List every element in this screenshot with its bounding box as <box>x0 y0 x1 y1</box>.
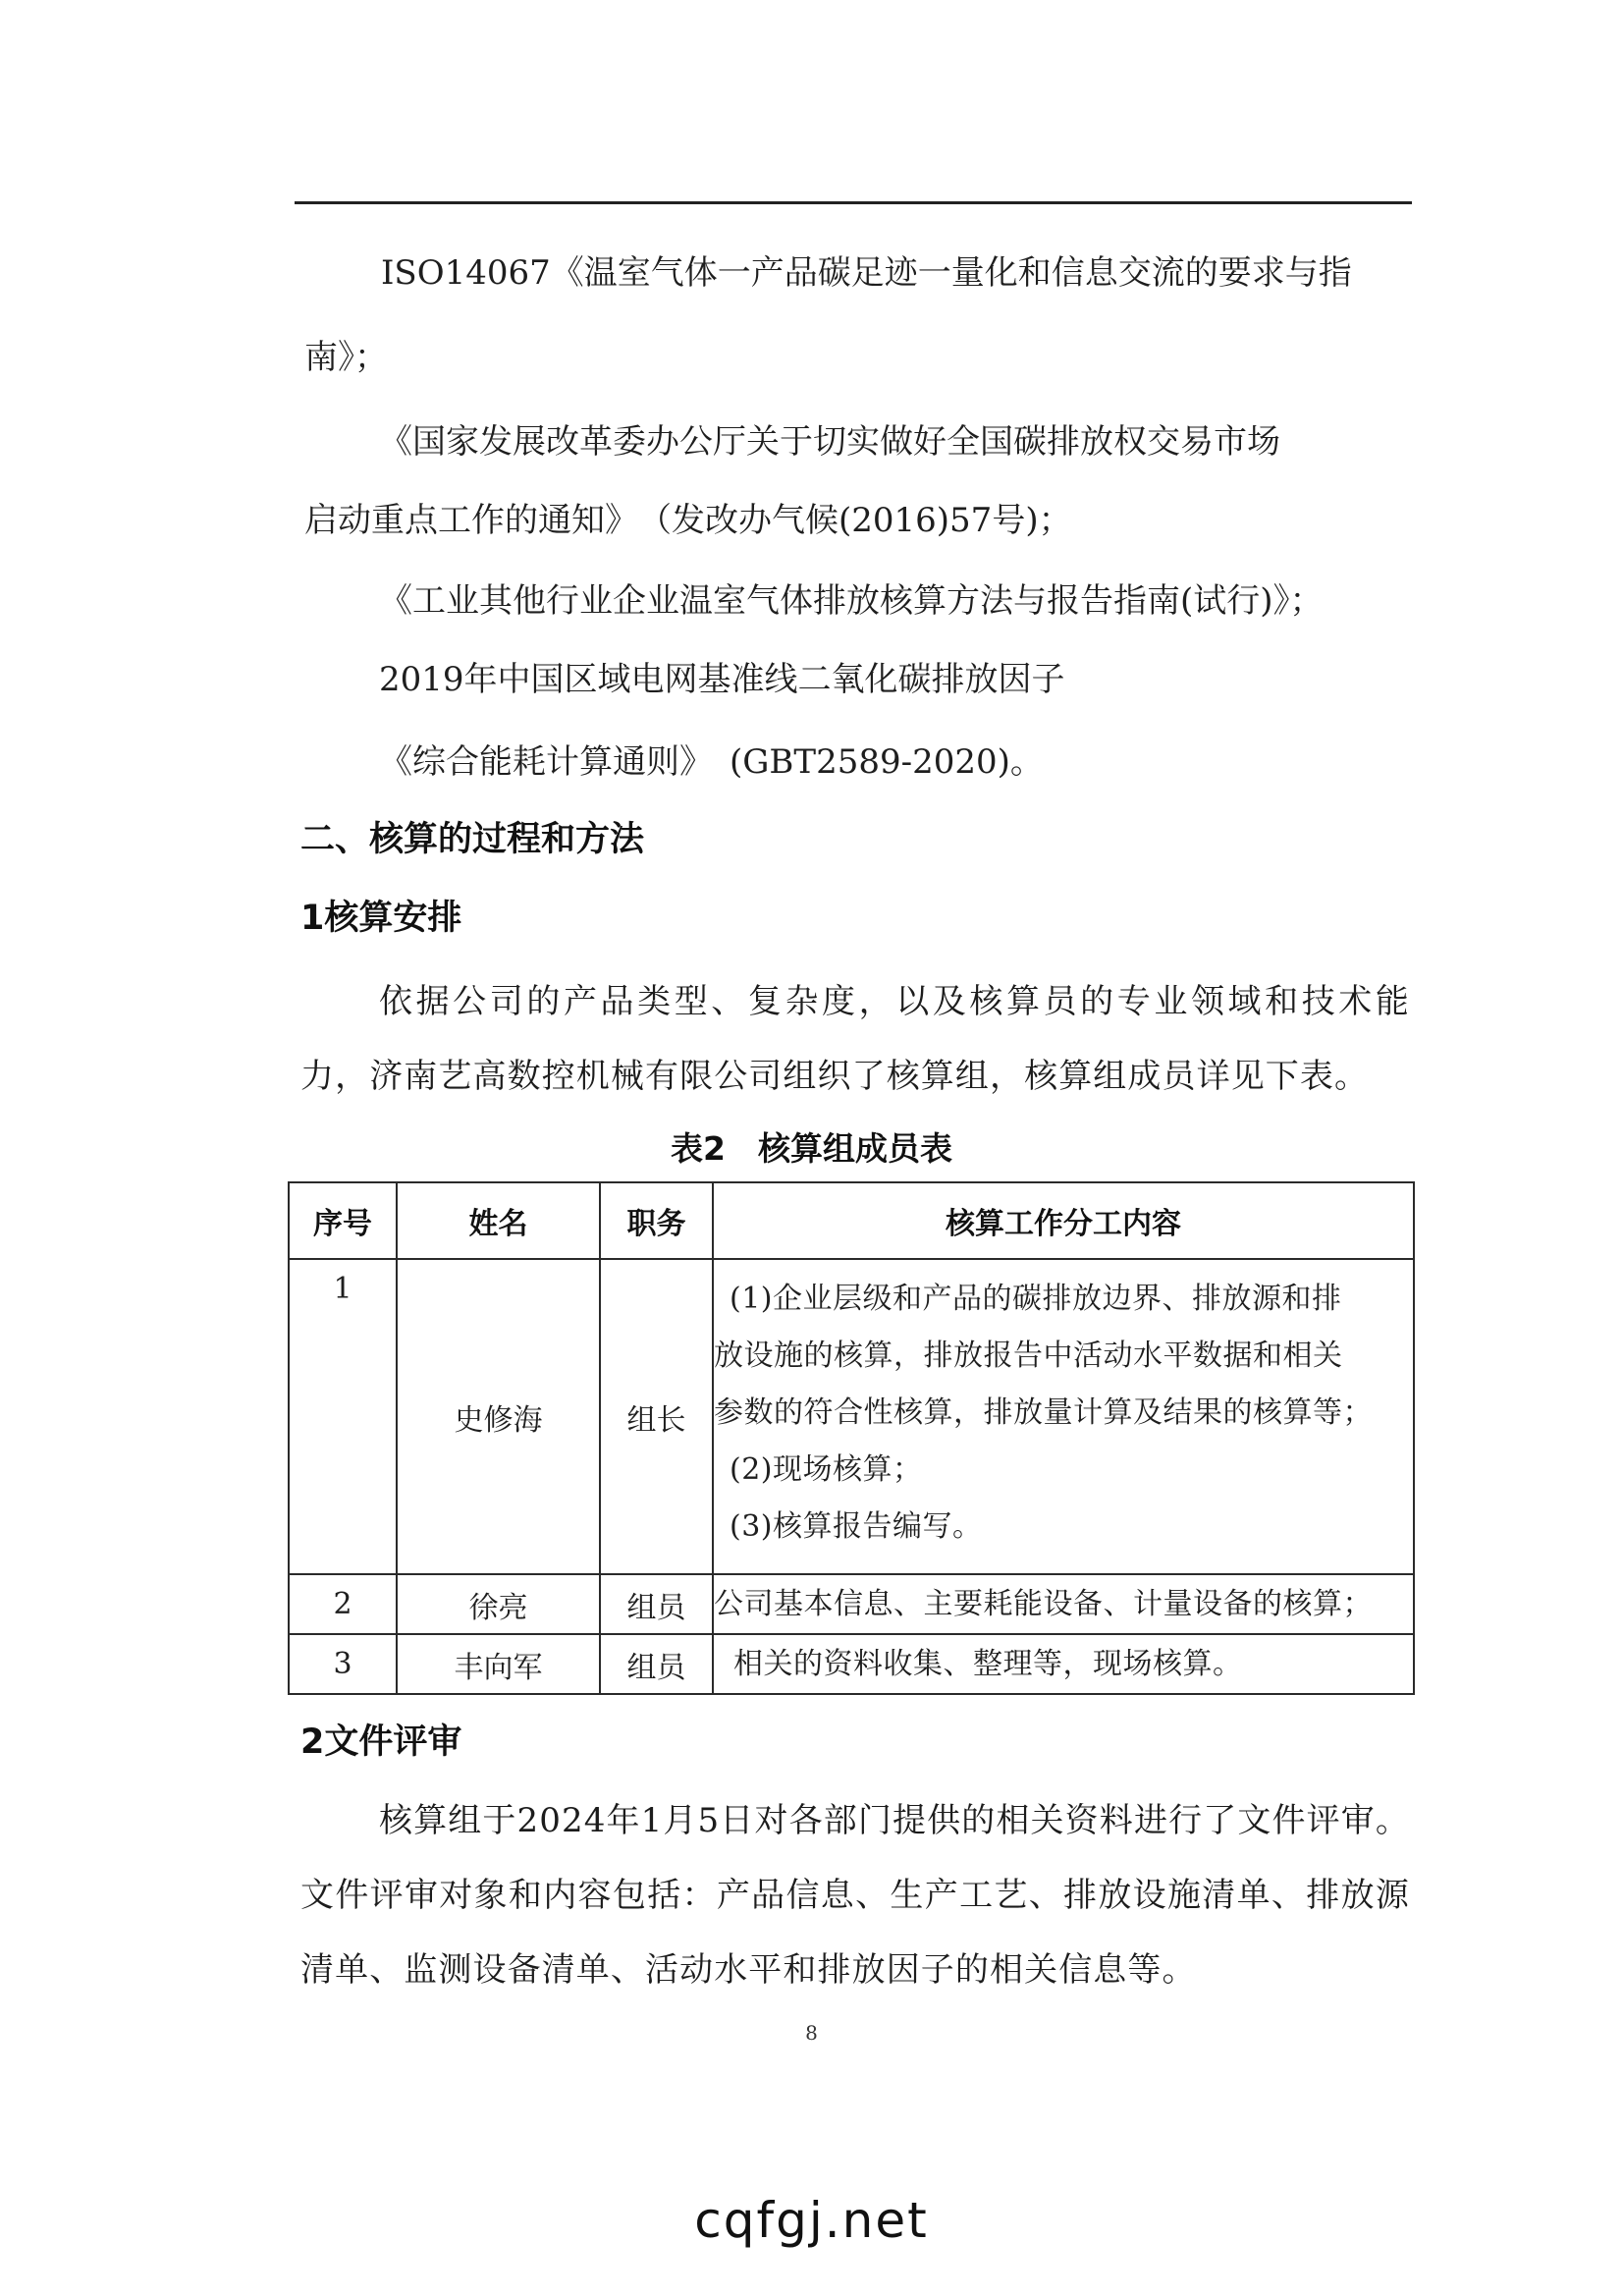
cell-role: 组员 <box>600 1634 713 1694</box>
table-row <box>289 1259 1414 1574</box>
duty-line: 放设施的核算，排放报告中活动水平数据和相关 <box>714 1339 1343 1373</box>
duty-line: 参数的符合性核算，排放量计算及结果的核算等； <box>714 1395 1373 1430</box>
reference-energy-consumption-standard: 《综合能耗计算通则》 (GBT2589-2020)。 <box>379 742 1044 782</box>
cell-duties <box>713 1574 1414 1634</box>
team-members-table <box>288 1181 1415 1695</box>
reference-ndrc-notice-line2: 启动重点工作的通知》 （发改办气候(2016)57号)； <box>304 501 1072 540</box>
subsection-heading-arrangement: 1核算安排 <box>300 899 462 938</box>
arrangement-paragraph: 依据公司的产品类型、复杂度，以及核算员的专业领域和技术能力，济南艺高数控机械有限公司组织了核算组，核算组成员详见下表。 <box>300 982 1410 1096</box>
header-role: 职务 <box>600 1182 713 1259</box>
reference-industry-guideline: 《工业其他行业企业温室气体排放核算方法与报告指南(试行)》； <box>379 581 1324 621</box>
reference-grid-emission-factor: 2019年中国区域电网基准线二氧化碳排放因子 <box>379 660 1065 699</box>
cell-name: 史修海 <box>397 1259 600 1574</box>
table-caption: 表2 核算组成员表 <box>671 1129 952 1168</box>
header-name: 姓名 <box>397 1182 600 1259</box>
header-duties: 核算工作分工内容 <box>713 1182 1414 1259</box>
duty-line: 相关的资料收集、整理等，现场核算。 <box>733 1646 1243 1681</box>
cell-no: 3 <box>289 1634 397 1694</box>
subsection-heading-document-review: 2文件评审 <box>300 1722 462 1762</box>
table-row <box>289 1634 1414 1694</box>
duty-line: (3)核算报告编写。 <box>730 1509 983 1544</box>
reference-ndrc-notice-line1: 《国家发展改革委办公厅关于切实做好全国碳排放权交易市场 <box>379 422 1280 462</box>
cell-role: 组员 <box>600 1574 713 1634</box>
duty-line: 公司基本信息、主要耗能设备、计量设备的核算； <box>714 1586 1373 1621</box>
document-review-paragraph: 核算组于2024年1月5日对各部门提供的相关资料进行了文件评审。文件评审对象和内容包括：产品信息、生产工艺、排放设施清单、排放源清单、监测设备清单、活动水平和排放因子的相关信息等。 <box>300 1801 1410 1990</box>
cell-role: 组长 <box>600 1259 713 1574</box>
cell-duties <box>713 1634 1414 1694</box>
reference-iso14067-line2: 南》； <box>304 338 388 377</box>
header-rule <box>295 201 1412 204</box>
header-no: 序号 <box>289 1182 397 1259</box>
table-row <box>289 1574 1414 1634</box>
duty-line: (2)现场核算； <box>730 1452 923 1487</box>
cell-duties <box>713 1259 1414 1574</box>
cell-name: 徐亮 <box>397 1574 600 1634</box>
duty-line: (1)企业层级和产品的碳排放边界、排放源和排 <box>730 1282 1342 1316</box>
cell-name: 丰向军 <box>397 1634 600 1694</box>
table-header-row <box>289 1182 1414 1259</box>
site-watermark: cqfgj.net <box>694 2192 929 2249</box>
reference-iso14067-line1: ISO14067《温室气体一产品碳足迹一量化和信息交流的要求与指 <box>381 253 1352 293</box>
cell-no: 1 <box>289 1259 397 1574</box>
page-number: 8 <box>805 2021 818 2045</box>
cell-no: 2 <box>289 1574 397 1634</box>
section-heading: 二、核算的过程和方法 <box>300 820 645 859</box>
